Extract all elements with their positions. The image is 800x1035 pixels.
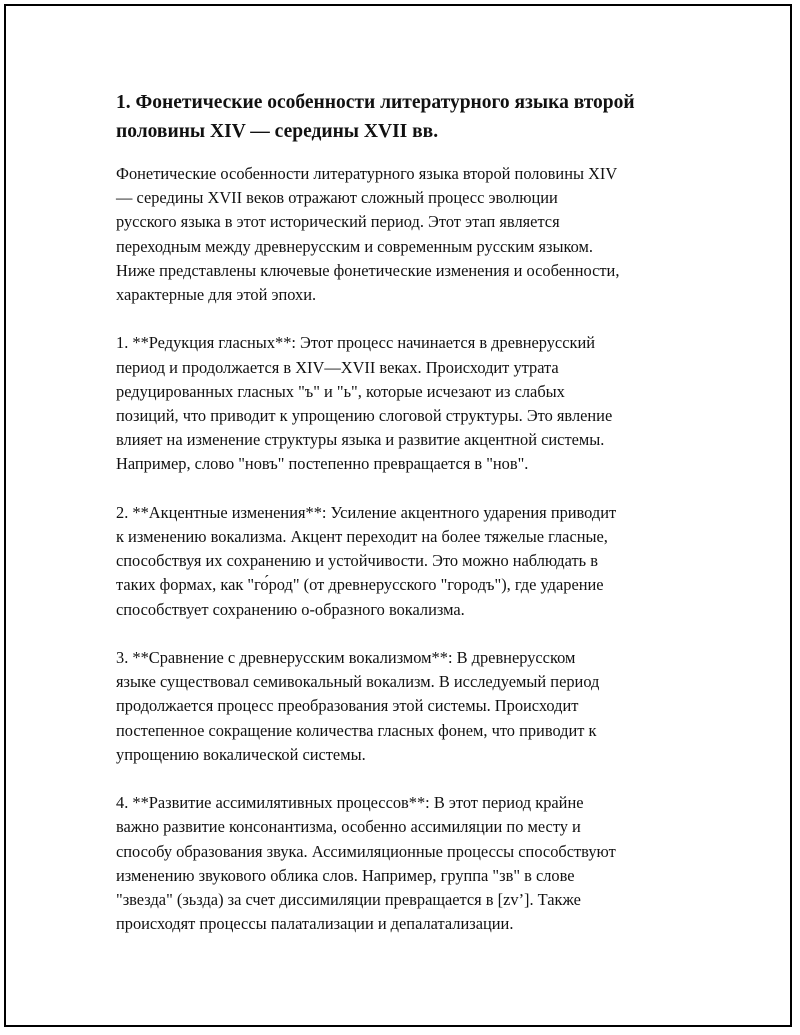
intro-paragraph: Фонетические особенности литературного языка второй половины XIV — середины XVII веков отражают сложный процесс эволюции русского языка в этот исторический период. Этот этап является переходным между древнерусским и современным русским языком. Ниже представлены ключевые фонетические изменения и особенности, характерные для этой эпохи. [116, 164, 620, 305]
section-heading: 1. Фонетические особенности литературного языка второй половины XIV — середины XVII вв. [116, 92, 635, 142]
point-2-accent-changes: 2. **Акцентные изменения**: Усиление акцентного ударения приводит к изменению вокализма. Акцент переходит на более тяжелые гласные, способствуя их сохранению и устойчивости. Это можно наблюдать в таких формах, как "го́род" (от древнерусского "городъ"), где ударение способствует сохранению о-образного вокализма. [116, 502, 617, 619]
point-1-vowel-reduction: 1. **Редукция гласных**: Этот процесс начинается в древнерусский период и продолжается в XIV—XVII веках. Происходит утрата редуцированных гласных "ъ" и "ь", которые исчезают из слабых позиций, что приводит к упрощению слоговой структуры. Это явление влияет на изменение структуры языка и развитие акцентной системы. Например, слово "новъ" постепенно превращается в "нов". [116, 333, 613, 474]
point-3-vocalism-comparison: 3. **Сравнение с древнерусским вокализмом**: В древнерусском языке существовал семивокальный вокализм. В исследуемый период продолжается процесс преобразования этой системы. Происходит постепенное сокращение количества глaсных фонем, что приводит к упрощению вокалической системы. [116, 648, 600, 764]
document-body [116, 88, 696, 961]
point-4-assimilation: 4. **Развитие ассимилятивных процессов**: В этот период крайне важно развитие консонантизма, особенно ассимиляции по месту и способу образования звука. Ассимиляционные процессы способствуют изменению звукового облика слов. Например, группа "зв" в слове "звезда" (зьзда) за счет диссимиляции превращается в [zv’]. Также происходят процессы палатализации и депалатализации. [116, 793, 616, 934]
